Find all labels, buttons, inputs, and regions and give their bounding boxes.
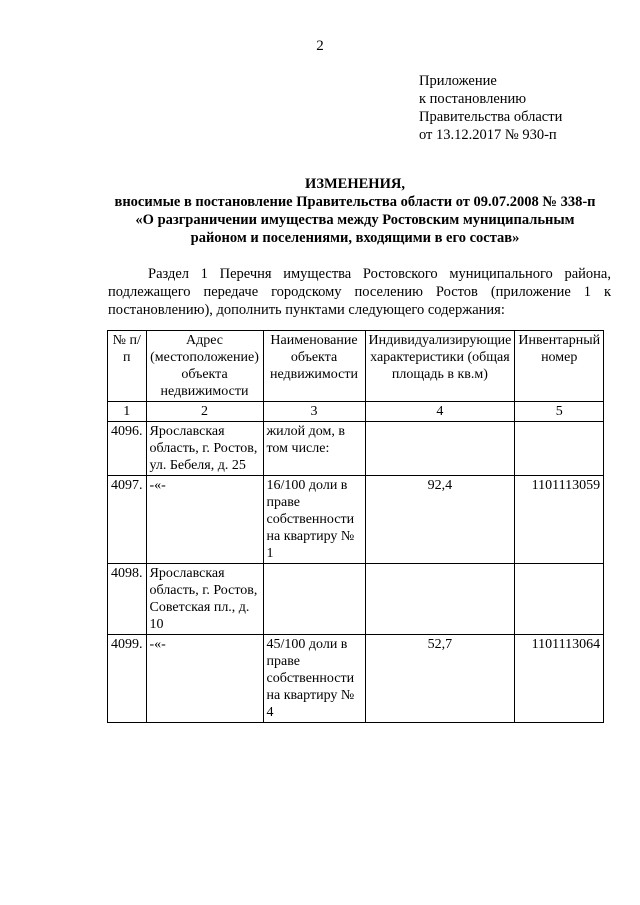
column-number: 1 (108, 402, 147, 422)
row-area: 92,4 (365, 476, 515, 564)
appendix-line: Правительства области (419, 109, 563, 125)
row-inventory: 1101113059 (515, 476, 604, 564)
row-number: 4098. (108, 564, 147, 635)
column-number: 5 (515, 402, 604, 422)
row-area (365, 422, 515, 476)
header-cell: № п/п (108, 331, 147, 402)
header-cell: Инвентарный номер (515, 331, 604, 402)
table-row (108, 635, 604, 723)
column-number: 2 (146, 402, 263, 422)
column-number: 4 (365, 402, 515, 422)
row-number: 4096. (108, 422, 147, 476)
table-row (108, 564, 604, 635)
column-number-row (108, 402, 604, 422)
column-number: 3 (263, 402, 365, 422)
appendix-line: Приложение (419, 73, 497, 89)
document-heading (90, 175, 620, 247)
row-name: 45/100 доли в праве собственности на квартиру № 4 (263, 635, 365, 723)
row-number: 4099. (108, 635, 147, 723)
row-inventory (515, 564, 604, 635)
heading-line: «О разграничении имущества между Ростовским муниципальным (135, 212, 575, 228)
row-area: 52,7 (365, 635, 515, 723)
row-name (263, 564, 365, 635)
page-number: 2 (316, 38, 324, 54)
table-row (108, 422, 604, 476)
table-header-row (108, 331, 604, 402)
row-name: жилой дом, в том числе: (263, 422, 365, 476)
heading-line: районом и поселениями, входящими в его состав» (190, 230, 520, 246)
heading-line: вносимые в постановление Правительства области от 09.07.2008 № 338-п (114, 194, 596, 210)
intro-paragraph: Раздел 1 Перечня имущества Ростовского муниципального района, подлежащего передаче городскому поселению Ростов (приложение 1 к постановлению), дополнить пунктами следующего содержания: (108, 266, 611, 318)
row-area (365, 564, 515, 635)
row-inventory: 1101113064 (515, 635, 604, 723)
heading-title: ИЗМЕНЕНИЯ, (305, 176, 405, 192)
appendix-line: от 13.12.2017 № 930-п (419, 127, 557, 143)
table-row (108, 476, 604, 564)
row-address: Ярославская область, г. Ростов, ул. Бебеля, д. 25 (146, 422, 263, 476)
row-address: -«- (146, 476, 263, 564)
header-cell: Адрес (местоположение) объекта недвижимости (146, 331, 263, 402)
header-cell: Индивидуализирующие характеристики (общая площадь в кв.м) (365, 331, 515, 402)
appendix-line: к постановлению (419, 91, 527, 107)
row-address: Ярославская область, г. Ростов, Советская пл., д. 10 (146, 564, 263, 635)
row-address: -«- (146, 635, 263, 723)
row-inventory (515, 422, 604, 476)
property-table (107, 330, 604, 723)
row-number: 4097. (108, 476, 147, 564)
appendix-block (419, 72, 562, 144)
header-cell: Наименование объекта недвижимости (263, 331, 365, 402)
row-name: 16/100 доли в праве собственности на квартиру № 1 (263, 476, 365, 564)
